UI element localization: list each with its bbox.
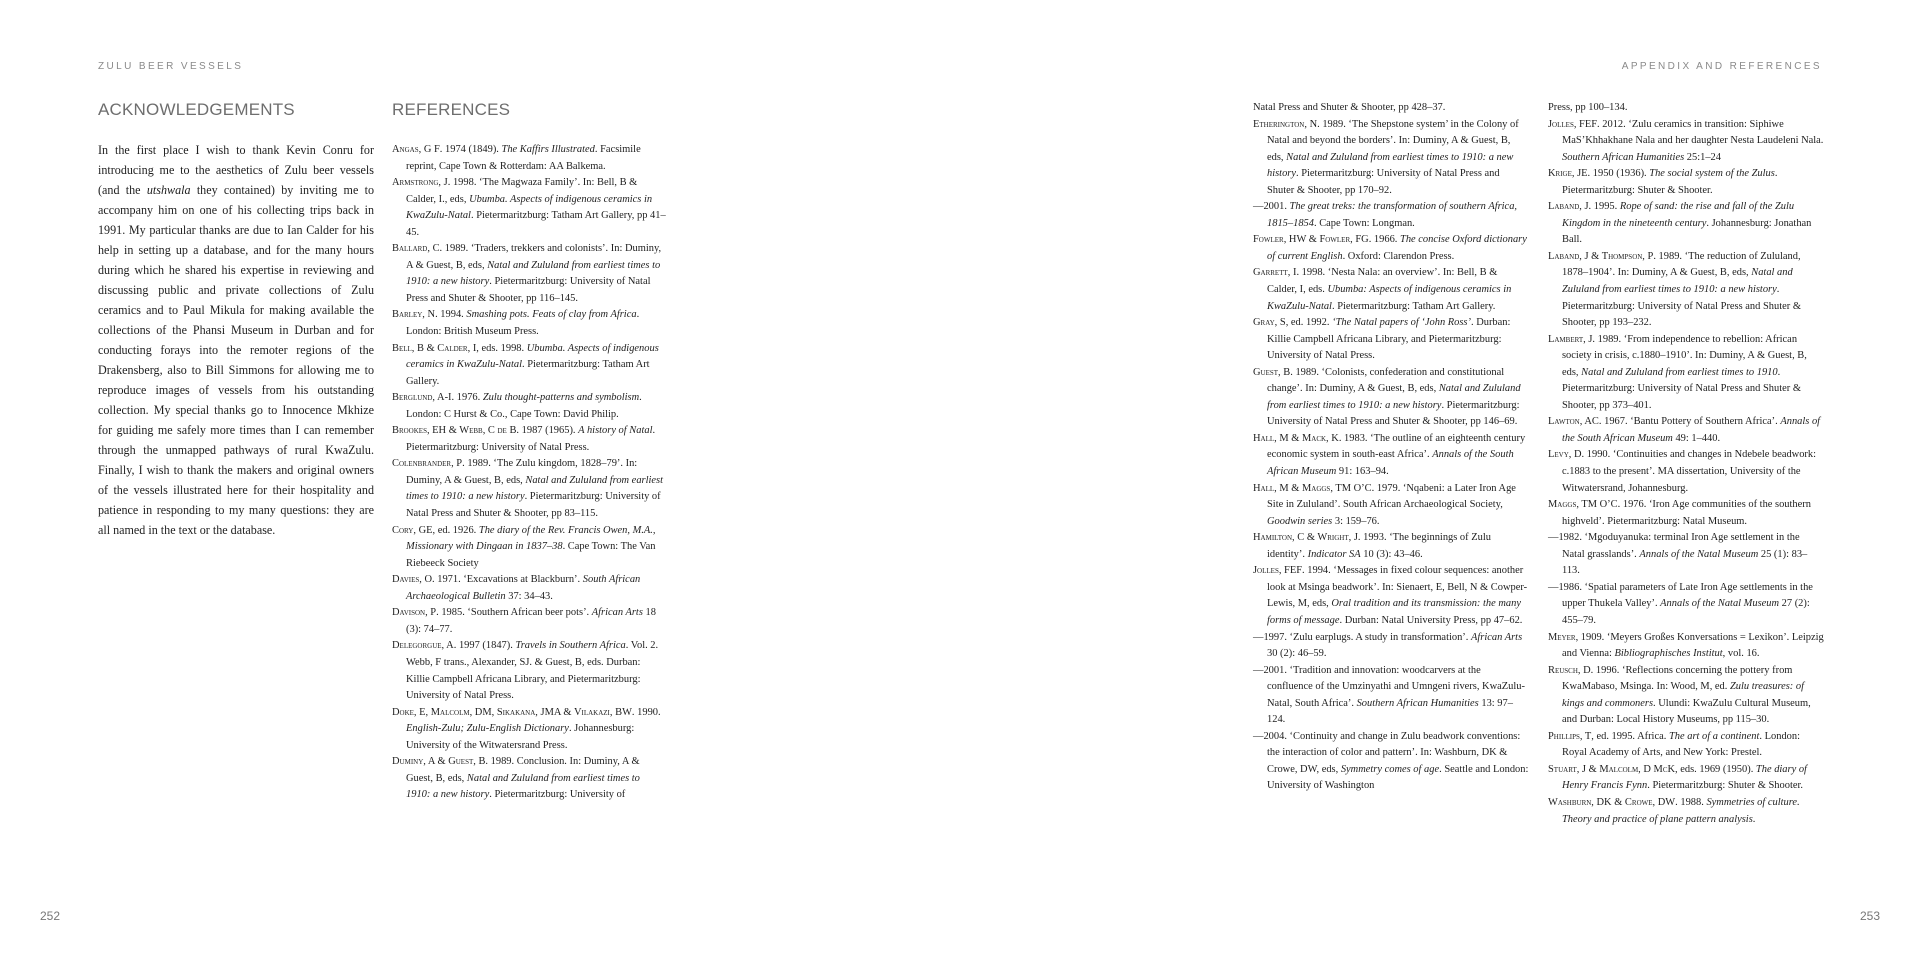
reference-entry: Stuart, J & Malcolm, D McK, eds. 1969 (1950). The diary of Henry Francis Fynn. Pietermaritzburg: Shuter & Shooter.: [1548, 763, 1807, 792]
reference-entry: Bell, B & Calder, I, eds. 1998. Ubumba. Aspects of indigenous ceramics in KwaZulu-Natal. Pietermaritzburg: Tatham Art Gallery.: [392, 342, 659, 387]
reference-entry: Levy, D. 1990. ‘Continuities and changes in Ndebele beadwork: c.1883 to the present’. MA dissertation, University of the Witwatersrand, Johannesburg.: [1548, 449, 1817, 494]
reference-entry: Brookes, EH & Webb, C de B. 1987 (1965). A history of Natal. Pietermaritzburg: University of Natal Press.: [392, 425, 656, 453]
reference-entry: Garrett, I. 1998. ‘Nesta Nala: an overview’. In: Bell, B & Calder, I, eds. Ubumba: Aspects of indigenous ceramics in KwaZulu-Natal. Pietermaritzburg: Tatham Art Gallery.: [1253, 267, 1512, 312]
reference-entry: Jolles, FEF. 1994. ‘Messages in fixed colour sequences: another look at Msinga beadwork’. In: Sienaert, E, Bell, N & Cowper-Lewis, M, eds, Oral tradition and its transmission: the many forms of message. Durban: Natal University Press, pp 47–62.: [1253, 565, 1528, 626]
reference-entry: —2004. ‘Continuity and change in Zulu beadwork conventions: the interaction of color and pattern’. In: Washburn, DK & Crowe, DW, eds, Symmetry comes of age. Seattle and London: University of Washington: [1253, 730, 1529, 792]
reference-entry: —1982. ‘Mgoduyanuka: terminal Iron Age settlement in the Natal grasslands’. Annals of the Natal Museum 25 (1): 83–113.: [1548, 532, 1808, 577]
reference-entry: Barley, N. 1994. Smashing pots. Feats of clay from Africa. London: British Museum Press.: [392, 309, 640, 338]
acknowledgements-body: In the first place I wish to thank Kevin Conru for introducing me to the aesthetics of Zulu beer vessels (and the utshwala they contained) by inviting me to accompany him on one of his collecting trips back in 1991. My particular thanks are due to Ian Calder for his help in setting up a database, and for the many hours during which he shared his expertise in reviewing and discussing public and private collections of Zulu ceramics and to Paul Mikula for making available the collections of the Phansi Museum in Durban and for conducting forays into the remoter regions of the Drakensberg, also to Bill Simmons for allowing me to reproduce images of vessels from his outstanding collection. My special thanks go to Innocence Mkhize for guiding me safely more times than I can remember through the unmapped pathways of rural KwaZulu. Finally, I wish to thank the makers and original owners of the vessels illustrated here for their hospitality and patience in responding to my many questions: they are all named in the text or the database.: [98, 143, 375, 537]
reference-entry: Ballard, C. 1989. ‘Traders, trekkers and colonists’. In: Duminy, A & Guest, B, eds, Natal and Zululand from earliest times to 1910: a new history. Pietermaritzburg: University of Natal Press and Shuter & Shooter, pp 116–145.: [392, 243, 662, 304]
reference-entry: Jolles, FEF. 2012. ‘Zulu ceramics in transition: Siphiwe MaS’Khhakhane Nala and her daughter Nesta Laudeleni Nala. Southern African Humanities 25:1–24: [1548, 118, 1824, 163]
reference-entry: Washburn, DK & Crowe, DW. 1988. Symmetries of culture. Theory and practice of plane pattern analysis.: [1548, 796, 1800, 825]
acknowledgements-title: ACKNOWLEDGEMENTS: [98, 100, 295, 119]
reference-entry: Lambert, J. 1989. ‘From independence to rebellion: African society in crisis, c.1880–1910’. In: Duminy, A & Guest, B, eds, Natal and Zululand from earliest times to 1910. Pietermaritzburg: University of Natal Press and Shuter & Shooter, pp 373–401.: [1548, 333, 1807, 411]
reference-entry: Doke, E, Malcolm, DM, Sikakana, JMA & Vilakazi, BW. 1990. English-Zulu; Zulu-English Dictionary. Johannesburg: University of the Witwatersrand Press.: [392, 706, 661, 751]
reference-entry: Hall, M & Mack, K. 1983. ‘The outline of an eighteenth century economic system in south-east Africa’. Annals of the South African Museum 91: 163–94.: [1253, 432, 1526, 478]
running-head-right: APPENDIX AND REFERENCES: [1621, 61, 1822, 72]
reference-entry: Phillips, T, ed. 1995. Africa. The art of a continent. London: Royal Academy of Arts, and New York: Prestel.: [1548, 730, 1800, 759]
reference-entry: Hamilton, C & Wright, J. 1993. ‘The beginnings of Zulu identity’. Indicator SA 10 (3): 43–46.: [1253, 532, 1491, 560]
reference-entry: Duminy, A & Guest, B. 1989. Conclusion. In: Duminy, A & Guest, B, eds, Natal and Zululand from earliest times to 1910: a new history. Pietermaritzburg: University of: [392, 756, 640, 801]
reference-entry: Cory, GE, ed. 1926. The diary of the Rev. Francis Owen, M.A., Missionary with Dingaan in 1837–38. Cape Town: The Van Riebeeck Society: [392, 524, 656, 569]
reference-entry: Maggs, TM O’C. 1976. ‘Iron Age communities of the southern highveld’. Pietermaritzburg: Natal Museum.: [1548, 499, 1811, 527]
reference-entry: Colenbrander, P. 1989. ‘The Zulu kingdom, 1828–79’. In: Duminy, A & Guest, B, eds, Natal and Zululand from earliest times to 1910: a new history. Pietermaritzburg: University of Natal Press and Shuter & Shooter, pp 83–115.: [392, 458, 663, 520]
references-column-2: [1253, 100, 1529, 795]
page-number-right: 253: [1859, 909, 1880, 923]
reference-entry: Angas, G F. 1974 (1849). The Kaffirs Illustrated. Facsimile reprint, Cape Town & Rotterdam: AA Balkema.: [392, 144, 641, 172]
reference-entry: Meyer, 1909. ‘Meyers Großes Konversations = Lexikon’. Leipzig and Vienna: Bibliographisches Institut, vol. 16.: [1548, 631, 1824, 660]
reference-entry: Fowler, HW & Fowler, FG. 1966. The concise Oxford dictionary of current English. Oxford: Clarendon Press.: [1253, 234, 1527, 262]
reference-entry: Guest, B. 1989. ‘Colonists, confederation and constitutional change’. In: Duminy, A & Guest, B, eds, Natal and Zululand from earliest times to 1910: a new history. Pietermaritzburg: University of Natal Press and Shuter & Shooter, pp 146–69.: [1253, 366, 1521, 428]
reference-entry: Laband, J & Thompson, P. 1989. ‘The reduction of Zululand, 1878–1904’. In: Duminy, A & Guest, B, eds, Natal and Zululand from earliest times to 1910: a new history. Pietermaritzburg: University of Natal Press and Shuter & Shooter, pp 193–232.: [1548, 250, 1801, 329]
reference-entry: Krige, JE. 1950 (1936). The social system of the Zulus. Pietermaritzburg: Shuter & Shooter.: [1548, 168, 1778, 196]
reference-entry: Davison, P. 1985. ‘Southern African beer pots’. African Arts 18 (3): 74–77.: [392, 607, 656, 635]
references-column-1: [392, 142, 666, 804]
reference-entry: —2001. ‘Tradition and innovation: woodcarvers at the confluence of the Umzinyathi and Umngeni rivers, KwaZulu-Natal, South Africa’. Southern African Humanities 13: 97–124.: [1253, 664, 1525, 726]
reference-entry: —1986. ‘Spatial parameters of Late Iron Age settlements in the upper Thukela Valley’. Annals of the Natal Museum 27 (2): 455–79.: [1548, 581, 1813, 626]
references-column-3: [1548, 100, 1824, 828]
reference-entry: —1997. ‘Zulu earplugs. A study in transformation’. African Arts 30 (2): 46–59.: [1253, 631, 1523, 660]
reference-entry: Gray, S, ed. 1992. ‘The Natal papers of ‘John Ross’. Durban: Killie Campbell Africana Library, and Pietermaritzburg: University of Natal Press.: [1253, 317, 1511, 362]
reference-entry: —2001. The great treks: the transformation of southern Africa, 1815–1854. Cape Town: Longman.: [1253, 201, 1518, 229]
reference-entry: Natal Press and Shuter & Shooter, pp 428–37.: [1253, 102, 1446, 113]
reference-entry: Etherington, N. 1989. ‘The Shepstone system’ in the Colony of Natal and beyond the borders’. In: Duminy, A & Guest, B, eds, Natal and Zululand from earliest times to 1910: a new history. Pietermaritzburg: University of Natal Press and Shuter & Shooter, pp 170–92.: [1253, 118, 1519, 196]
reference-entry: Reusch, D. 1996. ‘Reflections concerning the pottery from KwaMabaso, Msinga. In: Wood, M, ed. Zulu treasures: of kings and commoners. Ulundi: KwaZulu Cultural Museum, and Durban: Local History Museums, pp 115–30.: [1548, 664, 1811, 726]
reference-entry: Press, pp 100–134.: [1548, 102, 1628, 113]
reference-entry: Laband, J. 1995. Rope of sand: the rise and fall of the Zulu Kingdom in the nineteenth century. Johannesburg: Jonathan Ball.: [1548, 201, 1812, 246]
reference-entry: Berglund, A-I. 1976. Zulu thought-patterns and symbolism. London: C Hurst & Co., Cape Town: David Philip.: [392, 392, 642, 420]
reference-entry: Lawton, AC. 1967. ‘Bantu Pottery of Southern Africa’. Annals of the South African Museum 49: 1–440.: [1548, 416, 1821, 444]
references-title: REFERENCES: [392, 100, 511, 119]
reference-entry: Davies, O. 1971. ‘Excavations at Blackburn’. South African Archaeological Bulletin 37: 34–43.: [392, 574, 641, 602]
running-head-left: ZULU BEER VESSELS: [98, 61, 244, 72]
reference-entry: Hall, M & Maggs, TM O’C. 1979. ‘Nqabeni: a Later Iron Age Site in Zululand’. South African Archaeological Society, Goodwin series 3: 159–76.: [1253, 482, 1516, 527]
page-number-left: 252: [40, 909, 61, 923]
reference-entry: Delegorgue, A. 1997 (1847). Travels in Southern Africa. Vol. 2. Webb, F trans., Alexander, SJ. & Guest, B, eds. Durban: Killie Campbell Africana Library, and Pietermaritzburg: University of Natal Press.: [392, 640, 659, 702]
reference-entry: Armstrong, J. 1998. ‘The Magwaza Family’. In: Bell, B & Calder, I., eds, Ubumba. Aspects of indigenous ceramics in KwaZulu-Natal. Pietermaritzburg: Tatham Art Gallery, pp 41–45.: [392, 177, 666, 238]
